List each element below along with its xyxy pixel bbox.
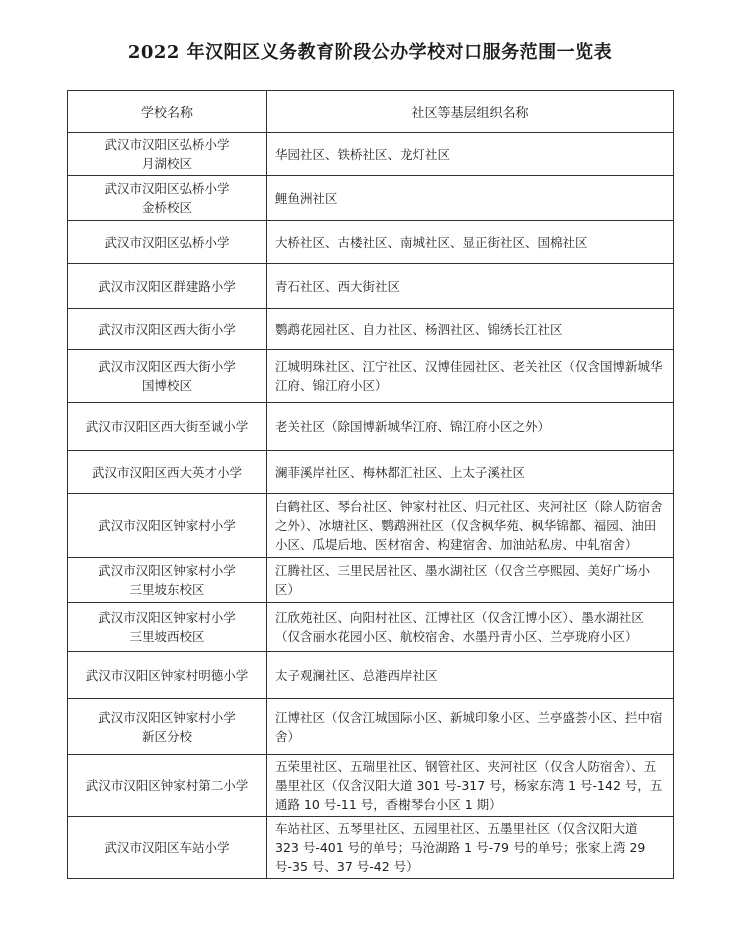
community-cell: 青石社区、西大街社区 <box>267 264 674 309</box>
school-name-line: 武汉市汉阳区钟家村明德小学 <box>85 667 249 683</box>
community-cell: 白鹤社区、琴台社区、钟家村社区、归元社区、夹河社区（除人防宿舍之外）、冰塘社区、鹦鹉洲社区（仅含枫华苑、枫华锦都、福园、油田小区、瓜堤后地、医材宿舍、构建宿舍、加油站私房、中轧宿舍） <box>267 494 674 558</box>
community-cell: 五荣里社区、五瑞里社区、钢管社区、夹河社区（仅含人防宿舍）、五墨里社区（仅含汉阳大道 301 号-317 号，杨家东湾 1 号-142 号，五通路 10 号-11 号，香榭琴台小区 1 期） <box>267 755 674 817</box>
school-name-line: 武汉市汉阳区西大街至诚小学 <box>85 419 249 434</box>
header-community-name: 社区等基层组织名称 <box>267 91 674 133</box>
community-cell: 大桥社区、古楼社区、南城社区、显正街社区、国棉社区 <box>267 221 674 264</box>
school-name-line: 三里坡西校区 <box>129 629 205 644</box>
school-name-cell <box>68 699 267 755</box>
school-name-cell <box>68 558 267 603</box>
school-name-line: 武汉市汉阳区钟家村小学 <box>98 610 236 625</box>
school-name-cell <box>68 350 267 403</box>
school-name-line: 武汉市汉阳区西大街小学 <box>98 321 236 337</box>
school-name-cell <box>68 451 267 494</box>
table-header-row <box>68 91 674 133</box>
school-name-cell <box>68 817 267 879</box>
school-district-table <box>67 90 674 879</box>
table-row <box>68 494 674 558</box>
header-school-name: 学校名称 <box>68 91 267 133</box>
community-cell: 江欣苑社区、向阳村社区、江博社区（仅含江博小区）、墨水湖社区（仅含丽水花园小区、航校宿舍、水墨丹青小区、兰亭珑府小区） <box>267 603 674 652</box>
page-title: 2022 年汉阳区义务教育阶段公办学校对口服务范围一览表 <box>127 42 613 63</box>
school-name-line: 武汉市汉阳区弘桥小学 <box>104 181 230 196</box>
community-cell: 车站社区、五琴里社区、五园里社区、五墨里社区（仅含汉阳大道 323 号-401 号的单号；马沧湖路 1 号-79 号的单号；张家上湾 29 号-35 号、37 号-42 号） <box>267 817 674 879</box>
table-row <box>68 817 674 879</box>
school-name-cell <box>68 133 267 176</box>
school-name-cell <box>68 494 267 558</box>
school-name-line: 武汉市汉阳区钟家村小学 <box>98 518 236 533</box>
community-cell: 鲤鱼洲社区 <box>267 176 674 221</box>
community-cell: 华园社区、铁桥社区、龙灯社区 <box>267 133 674 176</box>
school-name-line: 武汉市汉阳区西大英才小学 <box>91 464 242 480</box>
table-row <box>68 755 674 817</box>
school-name-line: 武汉市汉阳区西大街小学 <box>98 359 236 374</box>
school-name-cell <box>68 652 267 699</box>
community-cell: 江博社区（仅含江城国际小区、新城印象小区、兰亭盛荟小区、拦中宿舍） <box>267 699 674 755</box>
table-row <box>68 309 674 350</box>
community-cell: 鹦鹉花园社区、自力社区、杨泗社区、锦绣长江社区 <box>267 309 674 350</box>
school-name-line: 三里坡东校区 <box>129 582 205 597</box>
school-name-line: 武汉市汉阳区钟家村小学 <box>98 563 236 578</box>
school-name-line: 武汉市汉阳区钟家村小学 <box>98 709 236 725</box>
school-name-line: 武汉市汉阳区群建路小学 <box>98 278 236 294</box>
table-row <box>68 176 674 221</box>
school-name-cell <box>68 221 267 264</box>
table-row <box>68 699 674 755</box>
table-row <box>68 350 674 403</box>
school-name-cell <box>68 403 267 451</box>
community-cell: 太子观澜社区、总港西岸社区 <box>267 652 674 699</box>
school-name-line: 武汉市汉阳区弘桥小学 <box>104 137 230 152</box>
community-cell: 澜菲溪岸社区、梅林都汇社区、上太子溪社区 <box>267 451 674 494</box>
school-name-cell <box>68 264 267 309</box>
school-name-line: 武汉市汉阳区弘桥小学 <box>104 234 230 250</box>
school-name-cell <box>68 176 267 221</box>
school-name-line: 新区分校 <box>141 728 192 744</box>
school-name-cell <box>68 755 267 817</box>
community-cell: 江腾社区、三里民居社区、墨水湖社区（仅含兰亭熙园、美好广场小区） <box>267 558 674 603</box>
school-name-cell <box>68 603 267 652</box>
table-row <box>68 133 674 176</box>
table-row <box>68 451 674 494</box>
school-name-line: 金桥校区 <box>141 200 192 215</box>
table-row <box>68 403 674 451</box>
table-row <box>68 264 674 309</box>
school-name-cell <box>68 309 267 350</box>
community-cell: 江城明珠社区、江宁社区、汉博佳园社区、老关社区（仅含国博新城华江府、锦江府小区） <box>267 350 674 403</box>
school-name-line: 国博校区 <box>141 378 192 393</box>
school-name-line: 武汉市汉阳区钟家村第二小学 <box>85 778 249 793</box>
table-row <box>68 558 674 603</box>
table-row <box>68 221 674 264</box>
table-row <box>68 652 674 699</box>
table-row <box>68 603 674 652</box>
school-name-line: 武汉市汉阳区车站小学 <box>104 840 230 855</box>
community-cell: 老关社区（除国博新城华江府、锦江府小区之外） <box>267 403 674 451</box>
school-name-line: 月湖校区 <box>141 156 192 171</box>
